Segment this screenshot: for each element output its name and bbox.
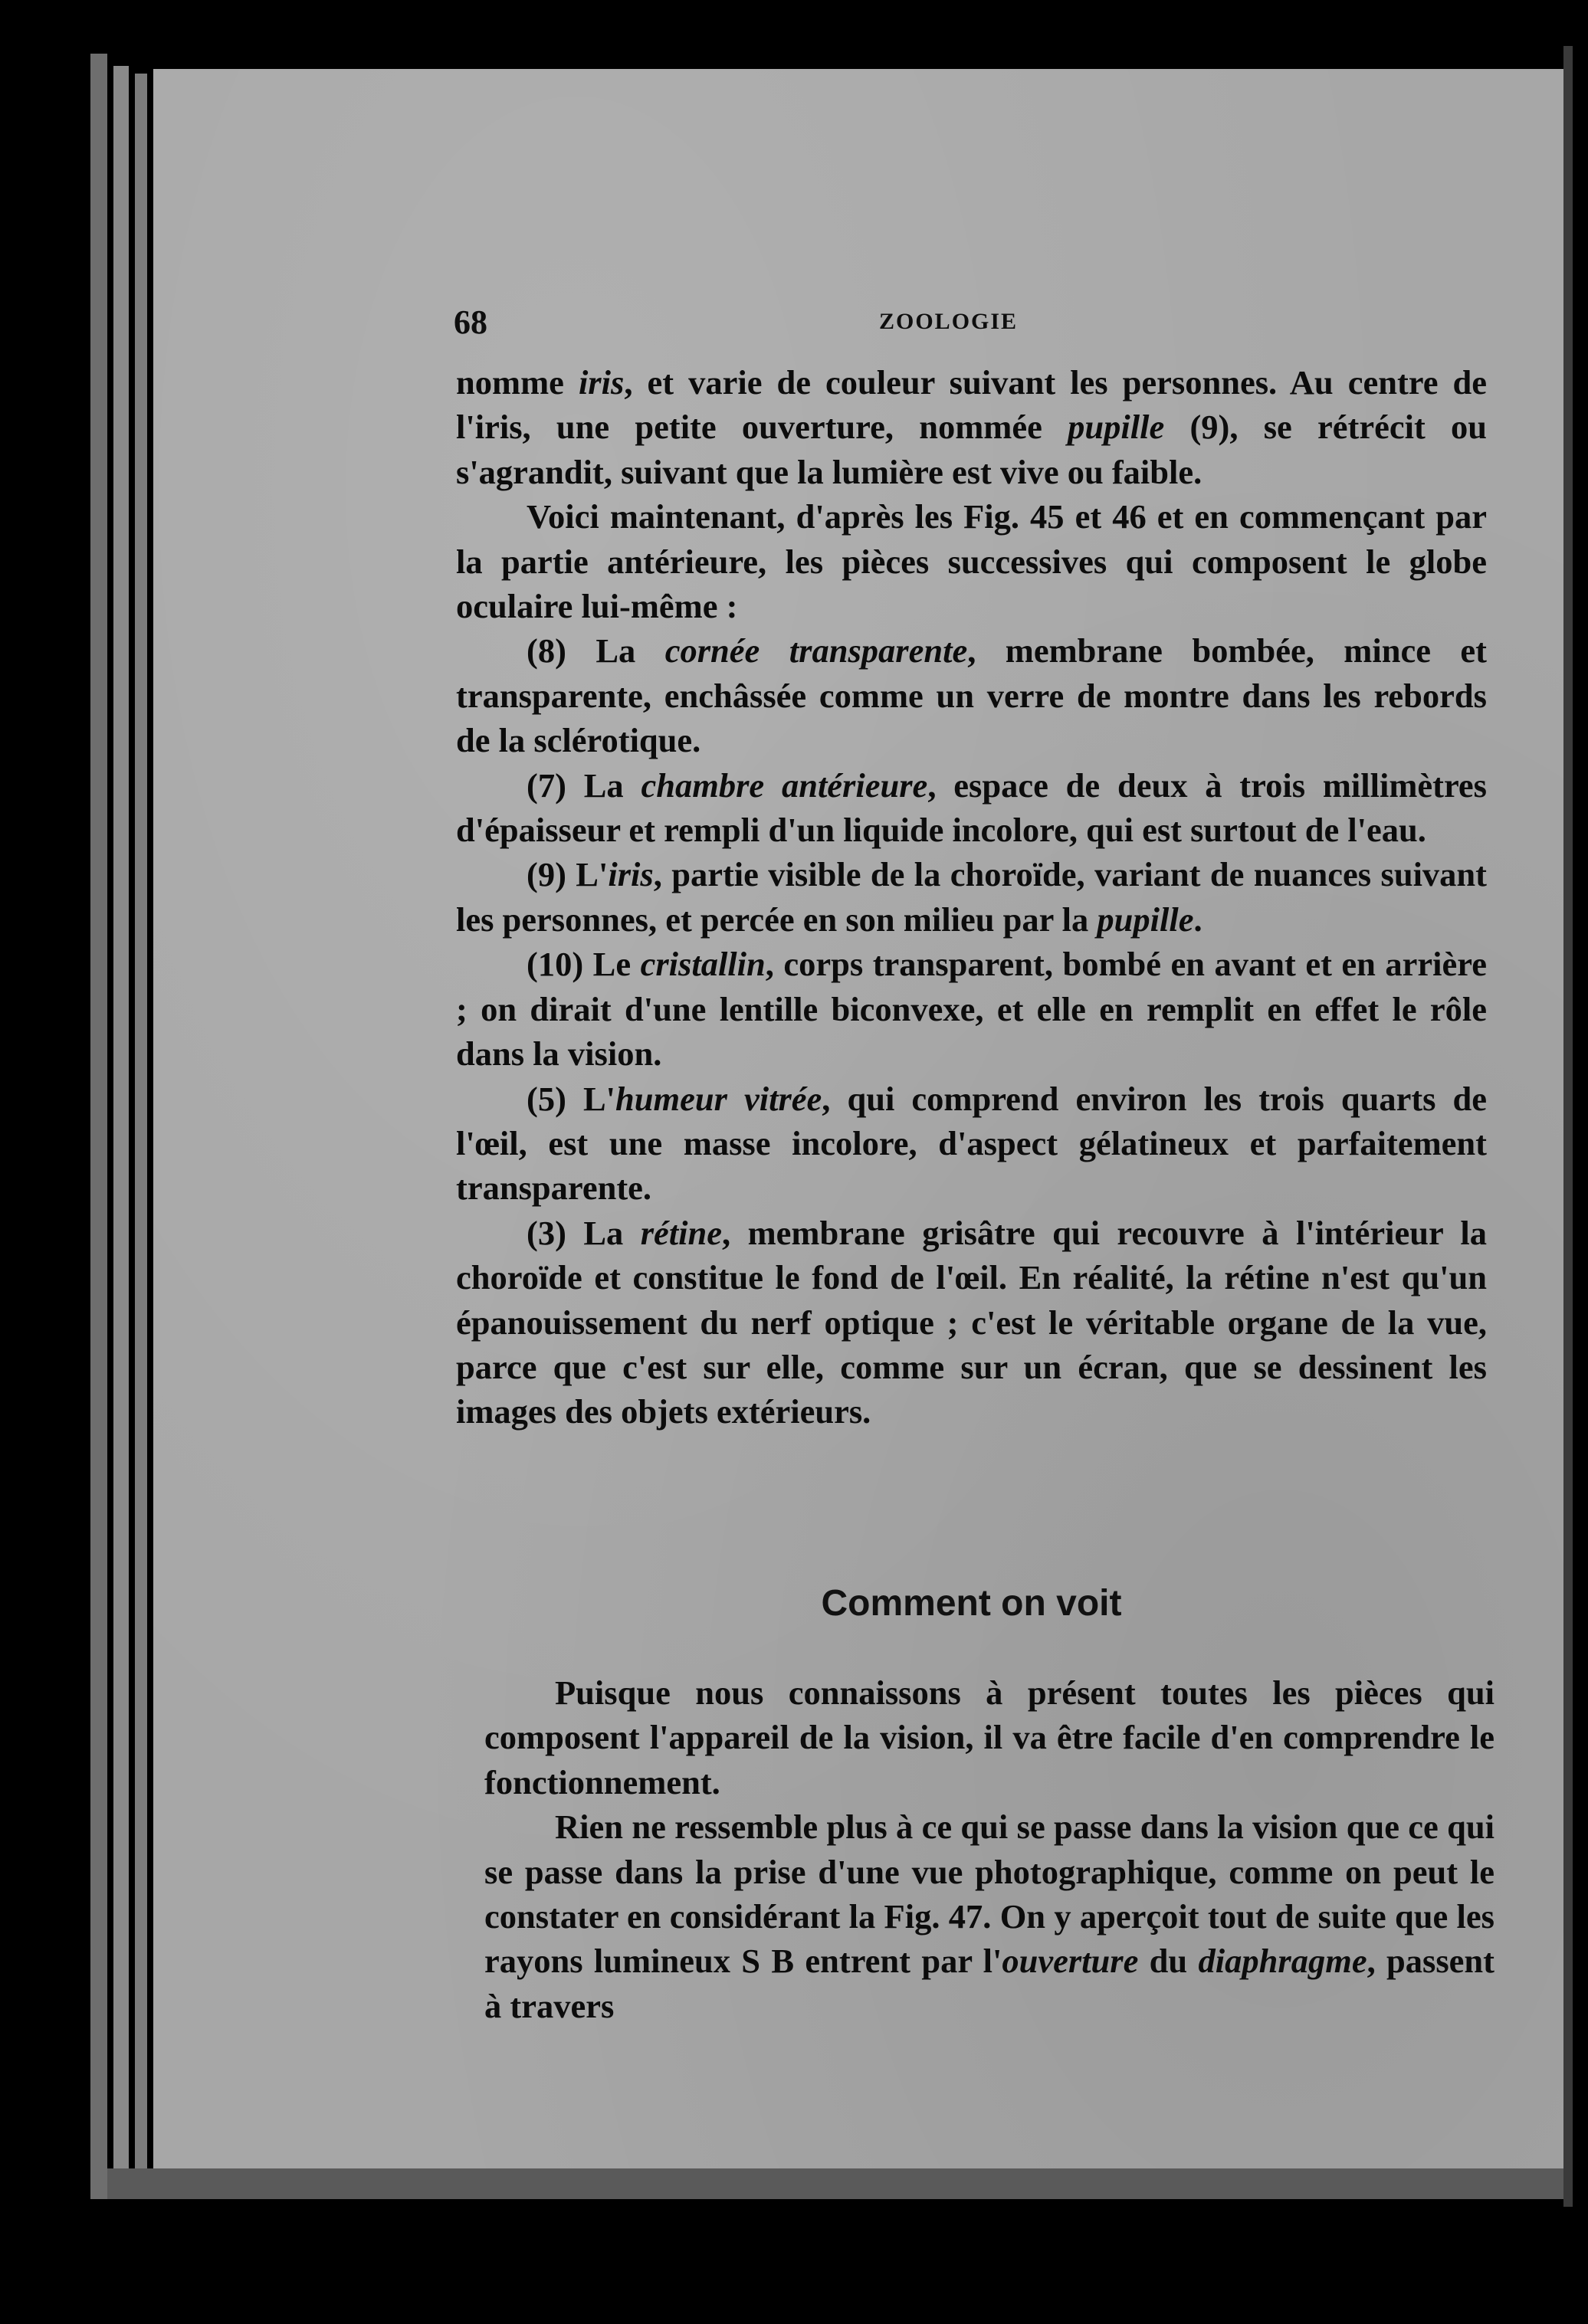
italic-term: humeur vitrée xyxy=(615,1079,822,1118)
italic-term: chambre antérieure xyxy=(641,765,928,805)
paragraph xyxy=(456,942,1487,1076)
text-run: Rien ne ressemble plus à ce qui se passe dans la vision que ce qui se passe dans la prise d'une vue photographique, comme on peut le constater en considérant la Fig. 47. On y aperçoit tout de suite que les rayons lumineux S B entrent par l' xyxy=(484,1808,1494,1981)
paragraph xyxy=(456,852,1487,942)
text-run: , espace de deux à trois millimètres d'épaisseur et rempli d'un liquide incolore, qui est surtout de l'eau. xyxy=(456,765,1487,850)
paragraph xyxy=(456,1077,1487,1211)
text-run: (10) Le xyxy=(527,945,641,984)
page-edge xyxy=(90,54,107,2199)
text-run: , partie visible de la choroïde, variant de nuances suivant les personnes, et percée en son milieu par la xyxy=(456,855,1487,939)
paragraph xyxy=(456,1211,1487,1434)
text-run: , corps transparent, bombé en avant et en arrière ; on dirait d'une lentille biconvexe, et elle en remplit en effet le rôle dans la vision. xyxy=(456,945,1487,1073)
text-run: (7) La xyxy=(527,765,641,805)
text-run: (5) L' xyxy=(527,1079,615,1118)
italic-term: pupille xyxy=(1097,900,1194,939)
running-head: ZOOLOGIE xyxy=(879,309,1019,334)
paragraph xyxy=(484,1670,1494,1804)
page-number: 68 xyxy=(454,303,487,341)
italic-term: ouverture xyxy=(1002,1942,1139,1981)
text-run: Voici maintenant, d'après les Fig. 45 et 46 et en commençant par la partie antérieure, les pièces successives qui composent le globe oculaire lui-même : xyxy=(456,497,1487,626)
paragraph xyxy=(456,628,1487,762)
page-edge-bottom xyxy=(107,2168,1563,2199)
text-run: (9), se rétrécit ou s'agrandit, suivant que la lumière est vive ou faible. xyxy=(456,408,1488,491)
italic-term: diaphragme xyxy=(1198,1942,1367,1981)
italic-term: iris xyxy=(608,855,654,894)
text-run: Puisque nous connaissons à présent toutes les pièces qui composent l'appareil de la vision, il va être facile d'en comprendre le fonctionnement. xyxy=(484,1673,1494,1801)
text-run: , qui comprend environ les trois quarts de l'œil, est une masse incolore, d'aspect gélatineux et parfaitement transparente. xyxy=(456,1079,1488,1208)
page-edge xyxy=(113,66,129,2196)
text-run: . xyxy=(1193,900,1202,939)
page-edge xyxy=(135,74,147,2188)
italic-term: iris xyxy=(578,363,625,402)
paragraph xyxy=(456,494,1487,628)
paragraph xyxy=(456,360,1487,494)
italic-term: pupille xyxy=(1068,408,1165,447)
italic-term: cristallin xyxy=(640,945,766,984)
text-run: du xyxy=(1138,1942,1199,1981)
text-run: (9) L' xyxy=(527,855,609,894)
italic-term: cornée transparente xyxy=(664,631,968,670)
paragraph xyxy=(484,1804,1494,2028)
text-run: , membrane grisâtre qui recouvre à l'intérieur la choroïde et constitue le fond de l'œil. En réalité, la rétine n'est qu'un épanouissement du nerf optique ; c'est le véritable organe de la vue, parce que c'est sur elle, comme sur un écran, que se dessinent les images des objets extérieurs. xyxy=(456,1213,1487,1431)
text-run: (3) La xyxy=(527,1213,641,1252)
page-edge-right xyxy=(1563,46,1573,2207)
paragraph xyxy=(456,763,1487,853)
section-body-text xyxy=(484,1670,1494,2028)
text-run: nomme xyxy=(456,363,579,402)
italic-term: rétine xyxy=(640,1213,723,1252)
text-run: , passent à travers xyxy=(484,1942,1494,2025)
section-heading: Comment on voit xyxy=(821,1583,1122,1624)
text-run: (8) La xyxy=(527,631,665,670)
body-text xyxy=(456,360,1487,1434)
text-run: , membrane bombée, mince et transparente, enchâssée comme un verre de montre dans les rebords de la sclérotique. xyxy=(456,631,1487,760)
text-run: , et varie de couleur suivant les personnes. Au centre de l'iris, une petite ouverture, nommée xyxy=(456,363,1487,447)
